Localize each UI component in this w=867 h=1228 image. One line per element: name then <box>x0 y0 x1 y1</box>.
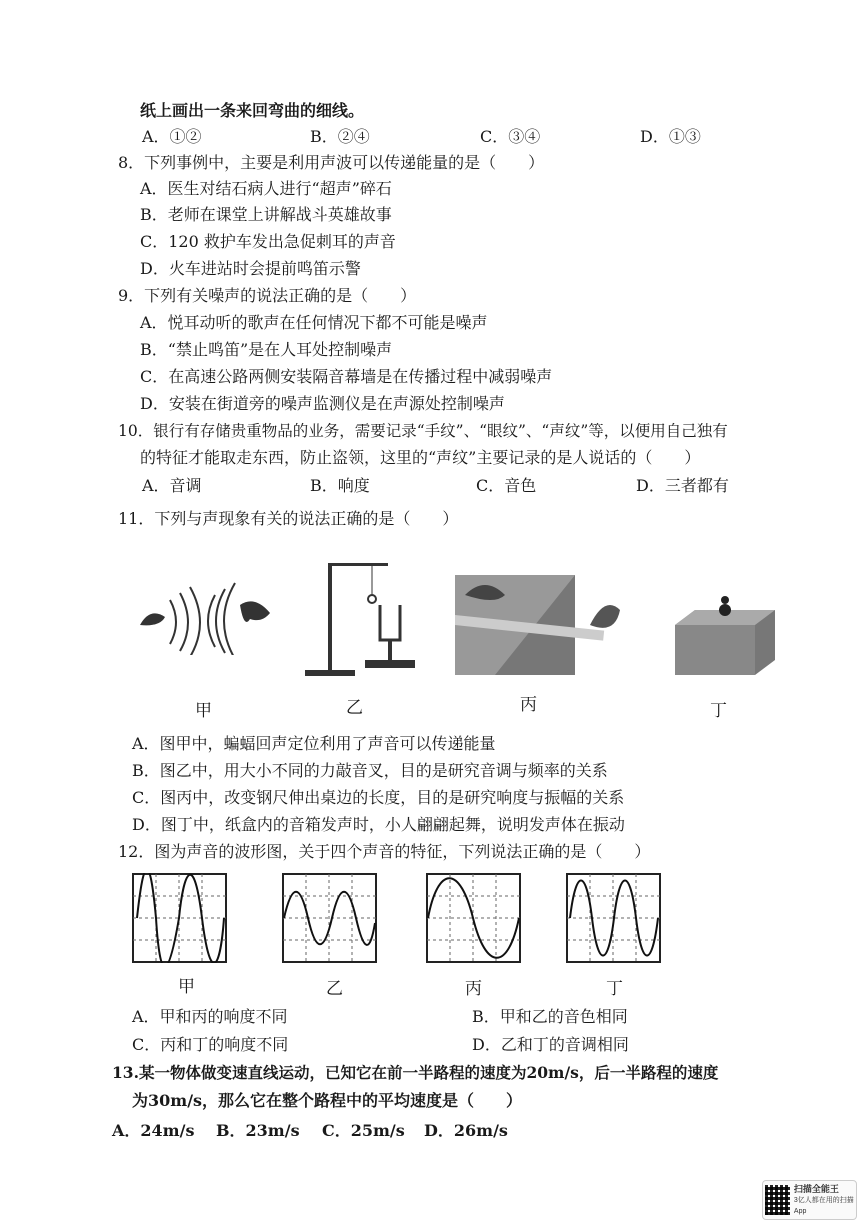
q10-option-c: C．音色 <box>476 476 537 495</box>
q7-option-d: D．①③ <box>640 127 701 146</box>
q11-option-b: B．图乙中，用大小不同的力敲音叉，目的是研究音调与频率的关系 <box>132 761 608 780</box>
q11-option-c: C．图丙中，改变钢尺伸出桌边的长度，目的是研究响度与振幅的关系 <box>132 788 625 807</box>
q10-option-b: B．响度 <box>310 476 370 495</box>
q12-caption-bing: 丙 <box>465 979 482 999</box>
q10-stem-1: 10．银行有存储贵重物品的业务，需要记录“手纹”、“眼纹”、“声纹”等，以便用自己独有 <box>118 422 728 440</box>
q11-stem: 11．下列与声现象有关的说法正确的是（ ） <box>118 509 459 528</box>
waveform-yi <box>282 873 377 963</box>
q13-option-c: C．25m/s <box>322 1121 405 1140</box>
ruler-on-desk-figure <box>455 575 625 675</box>
q13-option-d: D．26m/s <box>424 1121 508 1140</box>
q12-option-b: B．甲和乙的音色相同 <box>472 1007 628 1026</box>
scanner-subtitle: 3亿人都在用的扫描App <box>793 1196 854 1215</box>
q11-caption-ding: 丁 <box>710 701 727 721</box>
scanner-brand: 扫描全能王 <box>793 1183 839 1194</box>
q11-option-a: A．图甲中，蝙蝠回声定位利用了声音可以传递能量 <box>132 734 496 753</box>
q12-caption-yi: 乙 <box>326 979 343 999</box>
q12-stem: 12．图为声音的波形图，关于四个声音的特征，下列说法正确的是（ ） <box>118 842 651 861</box>
q10-option-a: A．音调 <box>142 476 202 495</box>
q11-option-d: D．图丁中，纸盒内的音箱发声时，小人翩翩起舞，说明发声体在振动 <box>132 815 625 834</box>
q12-option-c: C．丙和丁的响度不同 <box>132 1035 289 1054</box>
q9-option-a: A．悦耳动听的歌声在任何情况下都不可能是噪声 <box>140 313 488 332</box>
waveform-jia <box>132 873 227 963</box>
q8-option-a: A．医生对结石病人进行“超声”碎石 <box>140 179 392 198</box>
tuning-fork-figure <box>300 555 420 690</box>
scanner-watermark <box>762 1180 857 1220</box>
q11-caption-jia: 甲 <box>195 701 212 721</box>
q12-caption-ding: 丁 <box>606 979 623 999</box>
q12-option-a: A．甲和丙的响度不同 <box>132 1007 288 1026</box>
q13-stem-2: 为30m/s，那么它在整个路程中的平均速度是（ ） <box>132 1091 523 1110</box>
q9-option-d: D．安装在街道旁的噪声监测仪是在声源处控制噪声 <box>140 394 505 413</box>
waveform-bing <box>426 873 521 963</box>
q8-option-c: C．120 救护车发出急促刺耳的声音 <box>140 232 396 251</box>
waveform-ding <box>566 873 661 963</box>
q13-option-a: A．24m/s <box>112 1121 195 1140</box>
q8-stem: 8．下列事例中，主要是利用声波可以传递能量的是（ ） <box>118 153 545 172</box>
q13-option-b: B．23m/s <box>216 1121 300 1140</box>
q12-option-d: D．乙和丁的音调相同 <box>472 1035 629 1054</box>
q9-option-b: B．“禁止鸣笛”是在人耳处控制噪声 <box>140 340 393 359</box>
qr-code-icon <box>765 1185 790 1215</box>
q11-caption-bing: 丙 <box>520 695 537 715</box>
q12-caption-jia: 甲 <box>178 977 195 997</box>
q11-caption-yi: 乙 <box>346 698 363 718</box>
q10-option-d: D．三者都有 <box>636 476 729 495</box>
q7-option-c: C．③④ <box>480 127 541 146</box>
q9-stem: 9．下列有关噪声的说法正确的是（ ） <box>118 286 417 305</box>
q7-option-b: B．②④ <box>310 127 370 146</box>
q8-option-b: B．老师在课堂上讲解战斗英雄故事 <box>140 205 392 224</box>
bat-echolocation-figure <box>130 575 280 655</box>
q7-option-a: A．①② <box>142 127 202 146</box>
q7-continuation: 纸上画出一条来回弯曲的细线。 <box>140 101 365 120</box>
q13-stem-1: 13.某一物体做变速直线运动，已知它在前一半路程的速度为20m/s，后一半路程的速度 <box>112 1063 719 1082</box>
q9-option-c: C．在高速公路两侧安装隔音幕墙是在传播过程中减弱噪声 <box>140 367 553 386</box>
q10-stem-2: 的特征才能取走东西，防止盗领，这里的“声纹”主要记录的是人说话的（ ） <box>140 448 701 467</box>
speaker-box-figure <box>670 590 780 680</box>
q8-option-d: D．火车进站时会提前鸣笛示警 <box>140 259 361 278</box>
